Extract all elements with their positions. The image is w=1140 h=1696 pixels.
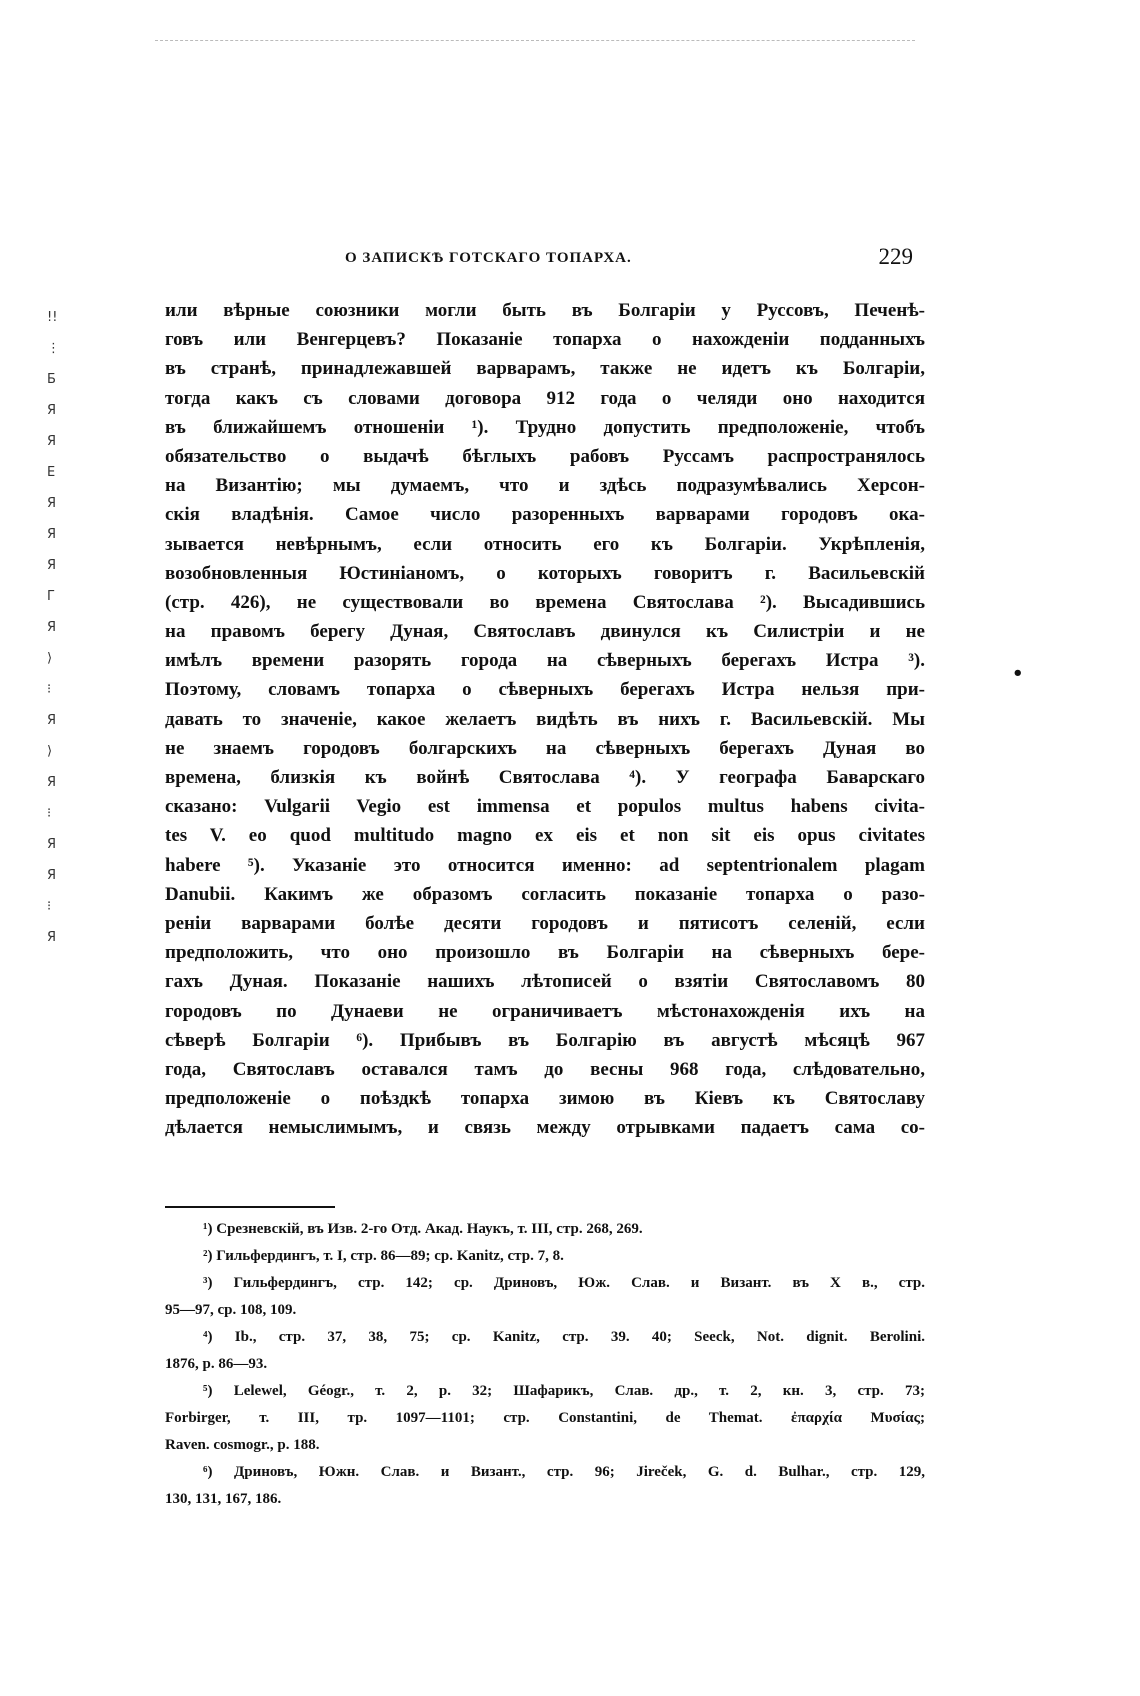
- body-line: реніи варварами болѣе десяти городовъ и пятисотъ селеній, если: [165, 912, 925, 934]
- body-line: имѣлъ времени разорять города на сѣверныхъ берегахъ Истра ³).: [165, 650, 925, 672]
- right-margin-dot: •: [1012, 663, 1024, 684]
- margin-mark: Я: [47, 713, 57, 728]
- margin-mark: Я: [47, 558, 57, 573]
- margin-mark: Я: [47, 527, 57, 542]
- body-text: [165, 296, 925, 1142]
- margin-mark: Я: [47, 837, 57, 852]
- body-line: скія владѣнія. Самое число разоренныхъ варварами городовъ ока-: [165, 504, 925, 526]
- top-edge-rule: [155, 40, 915, 41]
- margin-mark: Б: [47, 372, 56, 387]
- body-line: времена, близкія къ войнѣ Святослава ⁴). У географа Баварскаго: [165, 767, 925, 788]
- body-line: или вѣрные союзники могли быть въ Болгаріи у Руссовъ, Печенѣ-: [165, 300, 925, 321]
- body-line: въ ближайшемъ отношеніи ¹). Трудно допустить предположеніе, чтобъ: [165, 416, 925, 438]
- footnote-line: ⁶) Дриновъ, Южн. Слав. и Визант., стр. 96; Jireček, G. d. Bulhar., стр. 129,: [203, 1464, 925, 1480]
- left-margin-bleed-marks: [47, 310, 67, 961]
- margin-mark: ⟩: [47, 651, 53, 666]
- footnote-line: ²) Гильфердингъ, т. I, стр. 86—89; ср. Kanitz, стр. 7, 8.: [203, 1248, 564, 1264]
- body-line: Danubii. Какимъ же образомъ согласить показаніе топарха о разо-: [165, 883, 925, 905]
- margin-mark: Я: [47, 868, 57, 883]
- body-line: возобновленныя Юстиніаномъ, о которыхъ говоритъ г. Васильевскій: [165, 562, 925, 584]
- body-line: сѣверѣ Болгаріи ⁶). Прибывъ въ Болгарію въ августѣ мѣсяцѣ 967: [165, 1029, 925, 1051]
- footnote-line: Raven. cosmogr., p. 188.: [165, 1437, 320, 1453]
- body-line: habere ⁵). Указаніе это относится именно: ad septentrionalem plagam: [165, 854, 925, 876]
- body-line: предположить, что оно произошло въ Болгаріи на сѣверныхъ бере-: [165, 942, 925, 964]
- body-line: (стр. 426), не существовали во времена Святослава ²). Высадившись: [165, 591, 925, 613]
- footnote-line: Forbirger, т. III, тр. 1097—1101; стр. Constantini, de Themat. ἐπαρχία Μυσίας;: [165, 1410, 925, 1426]
- margin-mark: ⁝: [47, 682, 52, 697]
- body-line: Поэтому, словамъ топарха о сѣверныхъ берегахъ Истра нельзя при-: [165, 679, 925, 701]
- margin-mark: ⁝: [47, 899, 52, 914]
- footnote-rule: [165, 1206, 335, 1208]
- footnote-line: 95—97, ср. 108, 109.: [165, 1302, 297, 1318]
- footnote-line: ³) Гильфердингъ, стр. 142; ср. Дриновъ, Юж. Слав. и Визант. въ X в., стр.: [203, 1275, 925, 1291]
- body-line: зывается невѣрнымъ, если относить его къ Болгаріи. Укрѣпленія,: [165, 533, 925, 555]
- page-header: [165, 244, 925, 274]
- body-line: въ странѣ, принадлежавшей варварамъ, также не идетъ къ Болгаріи,: [165, 358, 925, 380]
- footnote-line: ¹) Срезневскій, въ Изв. 2-го Отд. Акад. Наукъ, т. III, стр. 268, 269.: [203, 1221, 643, 1237]
- footnote-line: 1876, p. 86—93.: [165, 1356, 268, 1372]
- margin-mark: ⁝: [47, 806, 52, 821]
- body-line: на правомъ берегу Дуная, Святославъ двинулся къ Силистріи и не: [165, 621, 925, 643]
- margin-mark: Я: [47, 620, 57, 635]
- margin-mark: Я: [47, 496, 57, 511]
- margin-mark: ⟩: [47, 744, 53, 759]
- body-line: обязательство о выдачѣ бѣглыхъ рабовъ Руссамъ распространялось: [165, 445, 925, 467]
- body-line: городовъ по Дунаеви не ограничиваетъ мѣстонахожденія ихъ на: [165, 1000, 925, 1022]
- margin-mark: ⋮: [47, 341, 60, 356]
- body-line: гахъ Дуная. Показаніе нашихъ лѣтописей о взятіи Святославомъ 80: [165, 971, 925, 993]
- margin-mark: Г: [47, 589, 55, 604]
- body-line: дѣлается немыслимымъ, и связь между отрывками падаетъ сама со-: [165, 1117, 925, 1139]
- body-line: не знаемъ городовъ болгарскихъ на сѣверныхъ берегахъ Дуная во: [165, 737, 925, 759]
- page-number: 229: [878, 244, 913, 269]
- body-line: на Византію; мы думаемъ, что и здѣсь подразумѣвались Херсон-: [165, 475, 925, 497]
- footnotes: [165, 1216, 925, 1513]
- margin-mark: Я: [47, 930, 57, 945]
- body-line: года, Святославъ оставался тамъ до весны 968 года, слѣдовательно,: [165, 1058, 925, 1080]
- footnote-line: ⁵) Lelewel, Géogr., т. 2, p. 32; Шафарикъ, Слав. др., т. 2, кн. 3, стр. 73;: [203, 1383, 925, 1399]
- margin-mark: !!: [47, 310, 58, 325]
- margin-mark: Я: [47, 403, 57, 418]
- body-line: говъ или Венгерцевъ? Показаніе топарха о нахожденіи подданныхъ: [165, 329, 925, 351]
- margin-mark: Я: [47, 775, 57, 790]
- running-title: О ЗАПИСКѢ ГОТСКАГО ТОПАРХА.: [345, 250, 632, 266]
- footnote-line: 130, 131, 167, 186.: [165, 1491, 282, 1507]
- body-line: сказано: Vulgarii Vegio est immensa et populos multus habens civita-: [165, 796, 925, 818]
- body-line: давать то значеніе, какое желаетъ видѣть въ нихъ г. Васильевскій. Мы: [165, 708, 925, 730]
- body-line: tes V. eo quod multitudo magno ex eis et non sit eis opus civitates: [165, 825, 925, 847]
- margin-mark: Я: [47, 434, 57, 449]
- body-line: тогда какъ съ словами договора 912 года о челяди оно находится: [165, 387, 925, 409]
- footnote-line: ⁴) Ib., стр. 37, 38, 75; ср. Kanitz, стр. 39. 40; Seeck, Not. dignit. Berolini.: [203, 1329, 925, 1345]
- body-line: предположеніе о поѣздкѣ топарха зимою въ Кіевъ къ Святославу: [165, 1088, 925, 1110]
- margin-mark: Е: [47, 465, 56, 480]
